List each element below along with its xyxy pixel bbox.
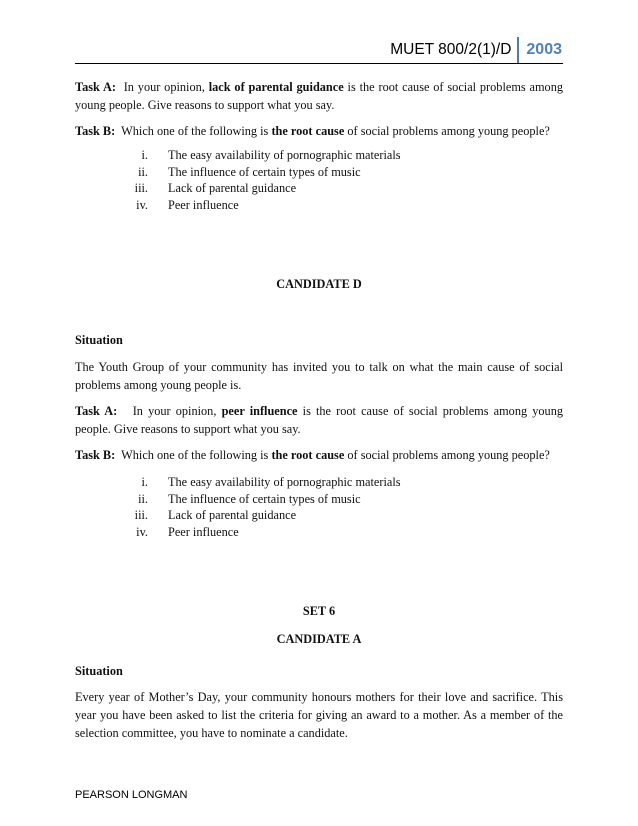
task-label: Task B:: [75, 448, 116, 462]
list-item: i. The easy availability of pornographic materials: [141, 475, 401, 489]
list-item: ii. The influence of certain types of music: [138, 164, 361, 179]
publisher-footer: PEARSON LONGMAN: [75, 789, 188, 801]
situation-text: The Youth Group of your community has invited you to talk on what the main cause of social problems among young people is.: [75, 360, 563, 392]
exam-code: MUET 800/2(1)/D: [390, 41, 512, 58]
page-header: [390, 38, 562, 62]
task-a-2: Task A: In your opinion, peer influence is the root cause of social problems among young people. Give reasons to support what you say.: [75, 404, 563, 436]
candidate-d-heading: CANDIDATE D: [276, 277, 362, 291]
task-label: Task B:: [75, 124, 116, 138]
exam-year: 2003: [526, 41, 562, 58]
task-b-2: Task B: Which one of the following is the root cause of social problems among young people?: [75, 448, 550, 462]
task-label: Task A:: [75, 80, 116, 94]
situation-heading: Situation: [75, 664, 123, 678]
options-list-1: [75, 147, 563, 213]
list-item: i. The easy availability of pornographic materials: [141, 148, 401, 162]
header-rule: [75, 63, 563, 64]
list-item: iii. Lack of parental guidance: [134, 508, 297, 522]
task-label: Task A:: [75, 404, 118, 418]
task-b-1: Task B: Which one of the following is the root cause of social problems among young people?: [75, 124, 550, 138]
candidate-a-heading: CANDIDATE A: [276, 632, 362, 646]
task-a-1: Task A: In your opinion, lack of parental guidance is the root cause of social problems among young people. Give reasons to support what you say.: [75, 80, 563, 112]
list-item: iv. Peer influence: [136, 524, 239, 539]
list-item: ii. The influence of certain types of music: [138, 491, 361, 506]
situation-heading: Situation: [75, 333, 123, 347]
options-list-2: [75, 474, 563, 540]
document-body: [75, 78, 563, 754]
set-heading: SET 6: [302, 604, 336, 618]
situation-text: Every year of Mother’s Day, your community honours mothers for their love and sacrifice. This year you have been asked to list the criteria for giving an award to a mother. As a member of the selection committee, you have to nominate a candidate.: [75, 690, 563, 740]
list-item: iv. Peer influence: [136, 197, 239, 212]
list-item: iii. Lack of parental guidance: [134, 181, 297, 195]
